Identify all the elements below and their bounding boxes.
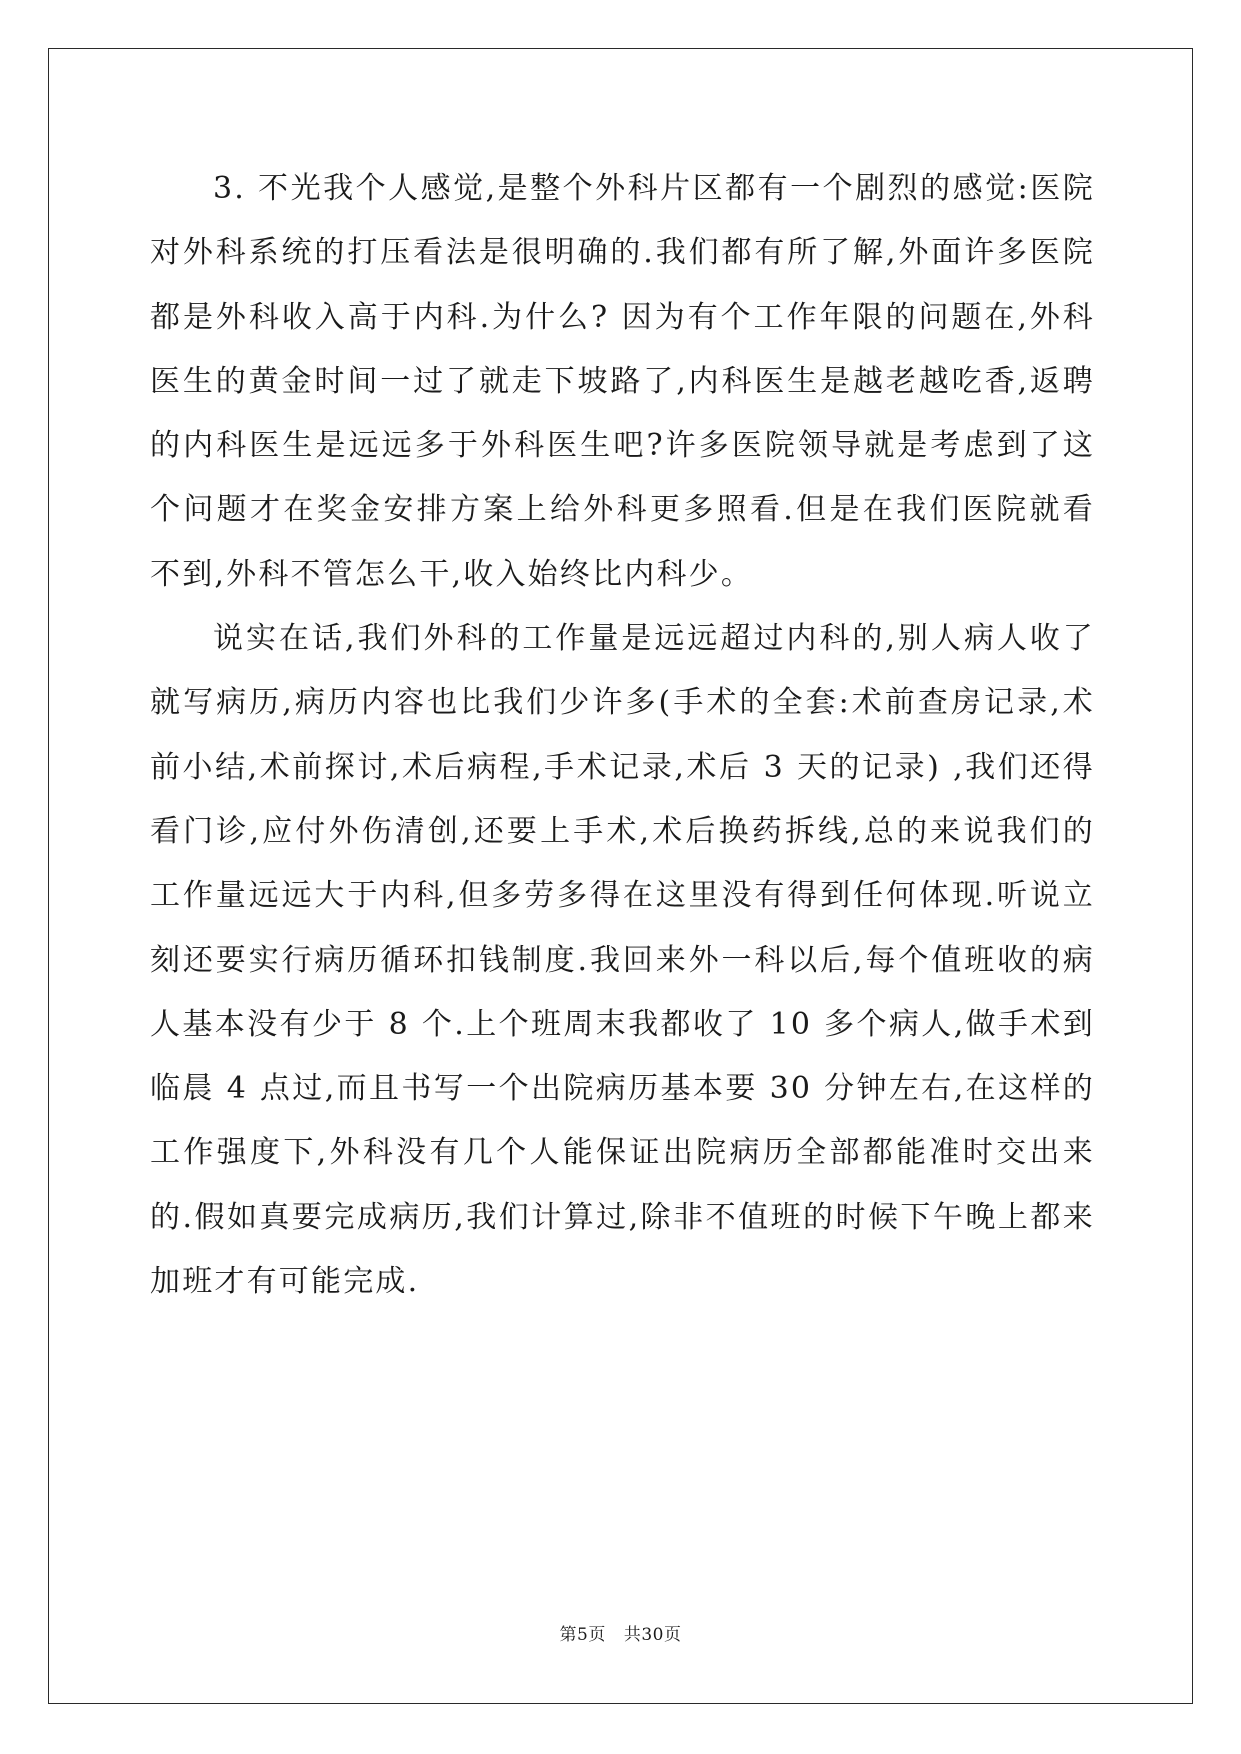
document-body <box>150 157 1095 1314</box>
page-footer <box>0 1620 1241 1645</box>
page-number-current: 第5页 <box>559 1625 606 1645</box>
paragraph-1: 3. 不光我个人感觉,是整个外科片区都有一个剧烈的感觉:医院对外科系统的打压看法是很明确的.我们都有所了解,外面许多医院都是外科收入高于内科.为什么? 因为有个工作年限的问题在,外科医生的黄金时间一过了就走下坡路了,内科医生是越老越吃香,返聘的内科医生是远远多于外科医生吧?许多医院领导就是考虑到了这个问题才在奖金安排方案上给外科更多照看.但是在我们医院就看不到,外科不管怎么干,收入始终比内科少。 <box>150 171 1095 592</box>
paragraph-2: 说实在话,我们外科的工作量是远远超过内科的,别人病人收了就写病历,病历内容也比我们少许多(手术的全套:术前查房记录,术前小结,术前探讨,术后病程,手术记录,术后 3 天的记录) ,我们还得看门诊,应付外伤清创,还要上手术,术后换药拆线,总的来说我们的工作量远远大于内科,但多劳多得在这里没有得到任何体现.听说立刻还要实行病历循环扣钱制度.我回来外一科以后,每个值班收的病人基本没有少于 8 个.上个班周末我都收了 10 多个病人,做手术到临晨 4 点过,而且书写一个出院病历基本要 30 分钟左右,在这样的工作强度下,外科没有几个人能保证出院病历全部都能准时交出来的.假如真要完成病历,我们计算过,除非不值班的时候下午晚上都来加班才有可能完成. <box>150 621 1095 1300</box>
page-number-total: 共30页 <box>623 1625 682 1645</box>
